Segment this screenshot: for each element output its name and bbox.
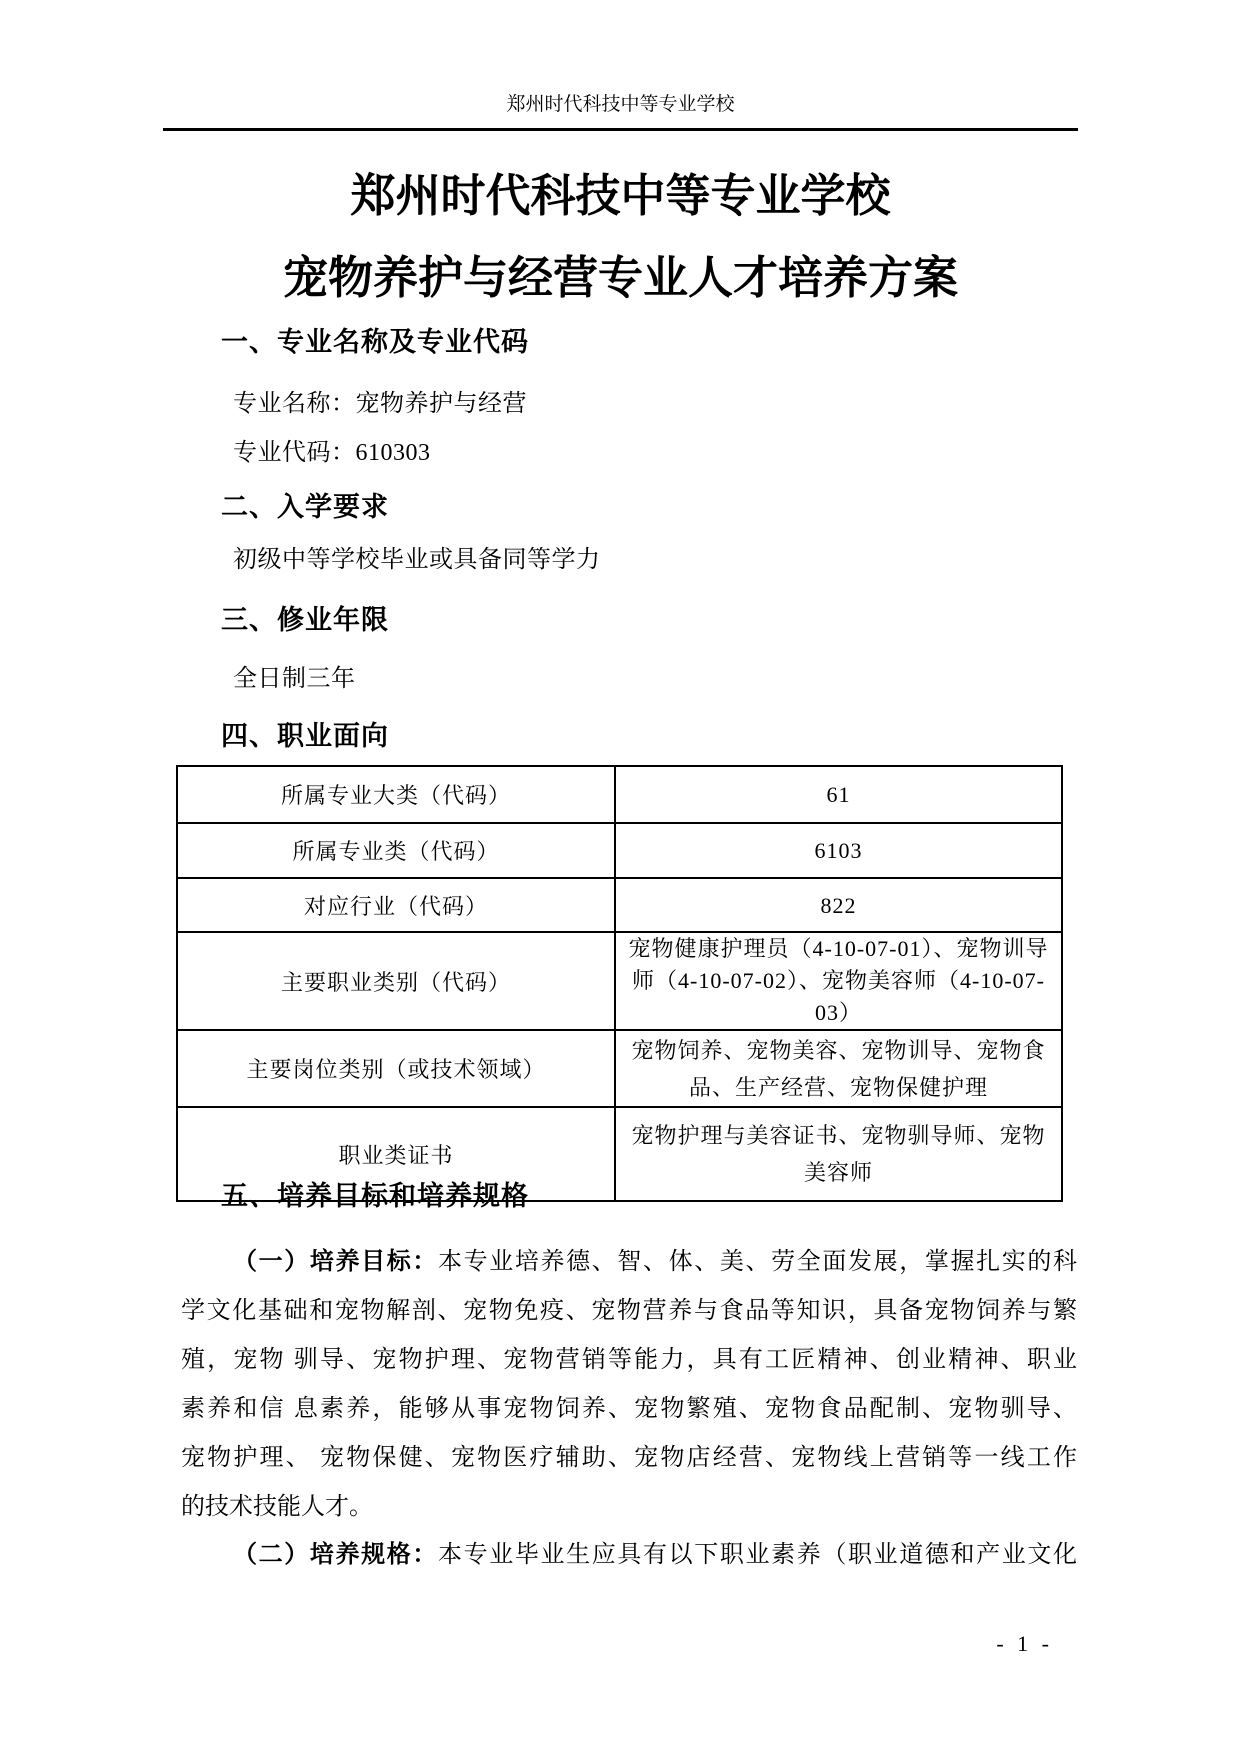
section-heading-major-name: 一、专业名称及专业代码 — [221, 327, 529, 357]
spec-label: （二）培养规格： — [233, 1542, 438, 1568]
row-label-cell: 主要职业类别（代码） — [177, 932, 615, 1030]
section-heading-entry-requirement: 二、入学要求 — [221, 492, 389, 522]
row-value-cell: 宠物饲养、宠物美容、宠物训导、宠物食品、生产经营、宠物保健护理 — [615, 1030, 1062, 1107]
header-rule — [163, 128, 1078, 131]
training-spec-paragraph — [181, 1531, 1077, 1580]
objective-line: 宠物护理、 宠物保健、宠物医疗辅助、宠物店经营、宠物线上营销等一线工作 — [181, 1445, 1077, 1471]
objective-label: （一）培养目标： — [233, 1249, 438, 1275]
training-objective-paragraph — [181, 1238, 1077, 1532]
section-heading-study-duration: 三、修业年限 — [221, 605, 389, 635]
table-row — [177, 766, 1062, 823]
objective-line-text: 本专业培养德、智、体、美、劳全面发展，掌握扎实的科 — [438, 1249, 1077, 1275]
row-label-cell: 所属专业大类（代码） — [177, 766, 615, 823]
table-row — [177, 932, 1062, 1030]
page-number: - 1 - — [996, 1631, 1053, 1656]
running-header-title: 郑州时代科技中等专业学校 — [506, 94, 735, 115]
document-subtitle: 宠物养护与经营专业人才培养方案 — [282, 252, 958, 303]
row-label-cell: 对应行业（代码） — [177, 878, 615, 932]
row-label-cell: 所属专业类（代码） — [177, 823, 615, 878]
row-value-cell: 822 — [615, 878, 1062, 932]
row-label-cell: 主要岗位类别（或技术领域） — [177, 1030, 615, 1107]
row-value-cell: 61 — [615, 766, 1062, 823]
spec-line-text: 本专业毕业生应具有以下职业素养（职业道德和产业文化 — [438, 1542, 1077, 1568]
objective-line: 学文化基础和宠物解剖、宠物免疫、宠物营养与食品等知识，具备宠物饲养与繁 — [181, 1298, 1077, 1324]
study-duration-line: 全日制三年 — [233, 666, 356, 692]
row-label-cell: 职业类证书 — [177, 1107, 615, 1201]
table-row — [177, 823, 1062, 878]
objective-line: 殖，宠物 驯导、宠物护理、宠物营销等能力，具有工匠精神、创业精神、职业 — [181, 1347, 1077, 1373]
table-row — [177, 1030, 1062, 1107]
row-value-cell: 宠物护理与美容证书、宠物驯导师、宠物美容师 — [615, 1107, 1062, 1201]
document-title: 郑州时代科技中等专业学校 — [350, 171, 891, 221]
row-value-cell: 宠物健康护理员（4-10-07-01）、宠物训导师（4-10-07-02）、宠物美容师（4-10-07-03） — [615, 932, 1062, 1030]
row-value-cell: 6103 — [615, 823, 1062, 878]
career-orientation-table — [176, 765, 1063, 1202]
section-heading-training-objectives: 五、培养目标和培养规格 — [221, 1181, 529, 1211]
section-heading-career-orientation: 四、职业面向 — [221, 721, 389, 751]
spec-line — [181, 1531, 1077, 1580]
objective-line — [181, 1238, 1077, 1287]
major-name-line: 专业名称：宠物养护与经营 — [233, 391, 527, 417]
table-row — [177, 878, 1062, 932]
major-code-line: 专业代码：610303 — [233, 440, 431, 466]
objective-line: 的技术技能人才。 — [181, 1494, 373, 1520]
entry-requirement-line: 初级中等学校毕业或具备同等学力 — [233, 547, 601, 573]
objective-line: 素养和信 息素养，能够从事宠物饲养、宠物繁殖、宠物食品配制、宠物驯导、 — [181, 1396, 1077, 1422]
